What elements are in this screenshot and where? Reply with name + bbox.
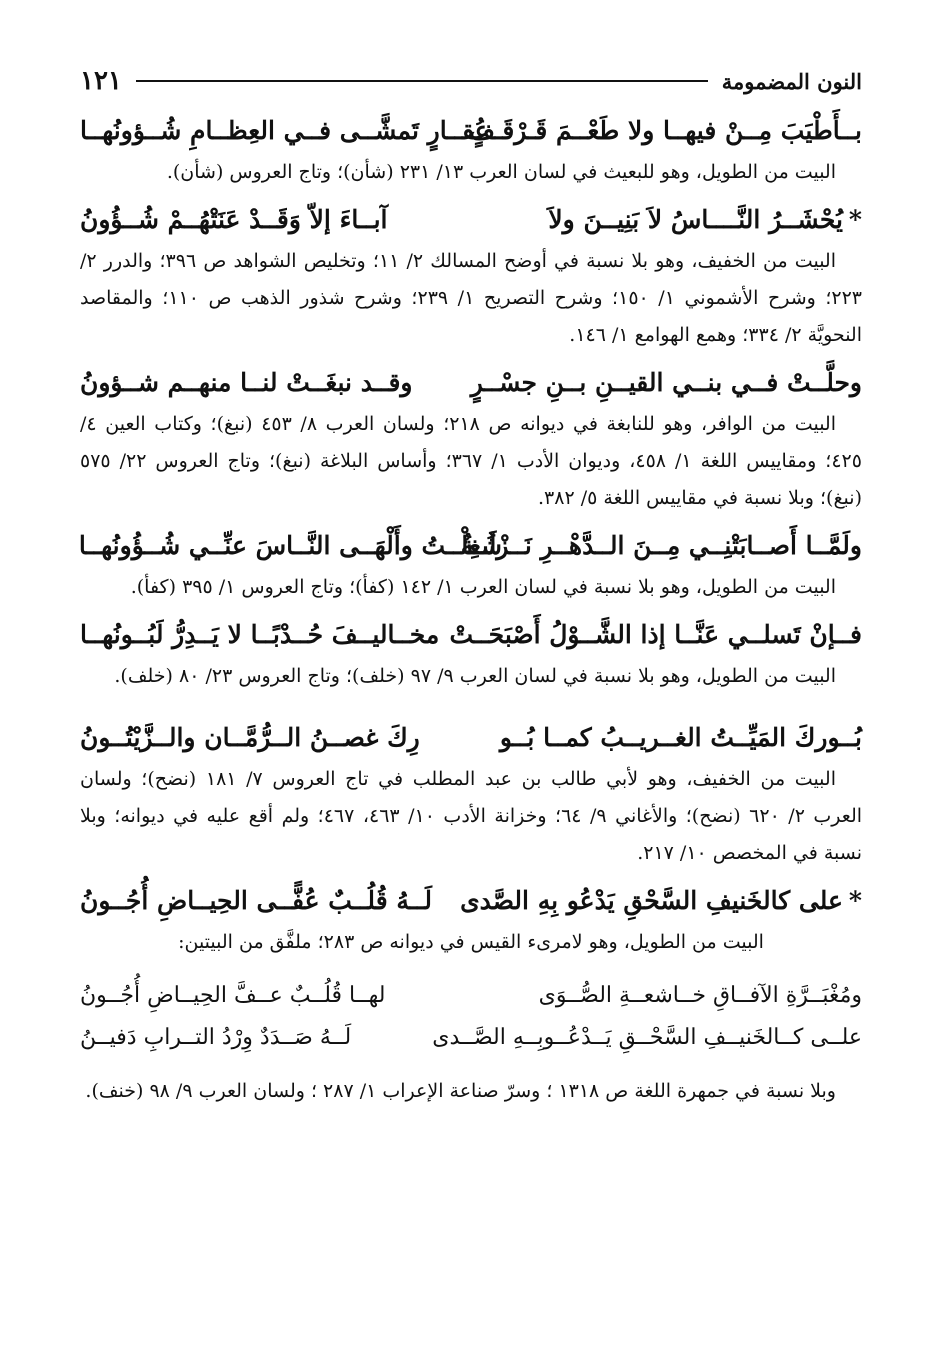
star-marker: * [848,886,862,915]
verse-note: البيت من الطويل، وهو بلا نسبة في لسان العرب ١/ ١٤٢ (كفأ)؛ وتاج العروس ١/ ٣٩٥ (كفأ). [130,576,836,598]
first-hemistich: ومُغْبَــرَّةِ الآفــاقِ خــاشعــةِ الصُّــوَى [538,983,862,1008]
verse-note: البيت من الخفيف، وهو لأبي طالب بن عبد المطلب في تاج العروس ٧/ ١٨١ (نضح)؛ ولسان العرب ٢/ ٦٢٠ (نضح)؛ والأغاني ٩/ ٦٤؛ وخزانة الأدب ١٠/ ٤٦٣، ٤٦٧؛ ولم أقع عليه في ديوانه؛ وبلا نسبة في المخصص ١٠/ ٢١٧. [80,768,863,864]
first-hemistich: بــأَطْيَبَ مِــنْ فيهــا ولا طَعْــمَ قَـرْقَـفٍ [469,116,862,145]
verse-note: البيت من الطويل، وهو للبعيث في لسان العرب ١٣/ ٢٣١ (شأن)؛ وتاج العروس (شأن). [166,161,836,183]
second-hemistich: لهــا قُلُــبٌ عــفَّ الحِيــاضِ أُجُــونُ [80,983,386,1008]
first-hemistich: وحلَّــتْ فــي بنــي القيــنِ بــنِ جسْــرٍ [470,368,862,397]
quoted-verse [80,975,862,1017]
page-header [80,62,862,100]
verse-line [80,108,862,154]
first-hemistich: ولَمَّــا أَصــابَتْنِــي مِــنَ الــدَّهْــرِ نَــزْلَــةٌ [460,531,862,560]
second-hemistich: لَــهُ قُلُــبٌ عُفًّــى الحِيــاضِ أُجُــونُ [80,886,433,915]
verse-line [80,197,862,243]
first-hemistich: *على كالخَنيفِ السَّحْقِ يَدْعُو بِهِ الصَّدى [460,886,862,915]
second-hemistich: عُقــارٍ تَمشَّــى فــي العِظــامِ شُــؤونُهــا [80,116,490,145]
header-rule [136,80,708,82]
second-hemistich: وقــد نبغَــتْ لنــا منهــم شــؤونُ [80,368,413,397]
verse-note: البيت من الوافر، وهو للنابغة في ديوانه ص ٢١٨؛ ولسان العرب ٨/ ٤٥٣ (نبغ)؛ وكتاب العين ٤/ ٤٢٥؛ ومقاييس اللغة ١/ ٤٥٨، وديوان الأدب ١/ ٣٦٧؛ وأساس البلاغة (نبغ)؛ وتاج العروس ٢٢/ ٥٧٥ (نبغ)؛ وبلا نسبة في مقاييس اللغة ٥/ ٣٨٢. [80,413,862,509]
verse-line [80,523,862,569]
verse-line [80,612,862,658]
verse-line [80,715,862,761]
closing-note: وبلا نسبة في جمهرة اللغة ص ١٣١٨ ؛ وسرّ صناعة الإعراب ١/ ٢٨٧ ؛ ولسان العرب ٩/ ٩٨ (خنف). [85,1080,836,1102]
page-number: ١٢١ [80,66,122,96]
verse-note: البيت من الخفيف، وهو بلا نسبة في أوضح المسالك ٢/ ١١؛ وتخليص الشواهد ص ٣٩٦؛ والدرر ٢/ ٢٢٣؛ وشرح الأشموني ١/ ١٥٠؛ وشرح التصريح ١/ ٢٣٩؛ وشرح شذور الذهب ص ١١٠؛ والمقاصد النحويَّة ٢/ ٣٣٤؛ وهمع الهوامع ١/ ١٤٦. [80,250,862,346]
first-hemistich: فــإنْ تَسلــي عَنَّــا إذا الشَّــوْلُ أَصْبَحَــتْ [449,620,862,649]
second-hemistich: رِكَ غصــنُ الــرُّمَّــان والــزَّيْتُــونُ [80,723,420,752]
quoted-verse [80,1017,862,1059]
first-hemistich: علــى كــالخَنيــفِ السَّحْــقِ يَــدْعُــوبِــهِ الصَّــدى [432,1025,862,1050]
verse-note: البيت من الطويل، وهو بلا نسبة في لسان العرب ٩/ ٩٧ (خلف)؛ وتاج العروس ٢٣/ ٨٠ (خلف). [114,665,836,687]
verse-line [80,878,862,924]
verse-note: البيت من الطويل، وهو لامرىء القيس في ديوانه ص ٢٨٣؛ ملفَّق من البيتين: [178,931,764,953]
second-hemistich: مخــاليــفَ حُــدْبًــا لا يَــدِرُّ لَبُــونُهــا [80,620,440,649]
star-marker: * [848,205,862,234]
second-hemistich: لَــهُ صَــدَدٌ وِرْدُ التــرابِ دَفيــنُ [80,1025,352,1050]
first-hemistich: بُــوركَ المَيِّــتُ الغــريــبُ كمــا بُــو [499,723,862,752]
second-hemistich: شُغِلْــتُ وأَلْهَــى النَّــاسَ عنِّــي شُــؤُونُهــا [78,531,502,560]
second-hemistich: آبــاءَ إلاّ وَقَــدْ عَنَتْهُــمْ شُــؤُونُ [80,205,388,234]
verse-line [80,360,862,406]
chapter-title: النون المضمومة [721,68,862,94]
first-hemistich: *يُحْشَــرُ النَّــــاسُ لاَ بَنِيــنَ ولاَ [548,205,862,234]
